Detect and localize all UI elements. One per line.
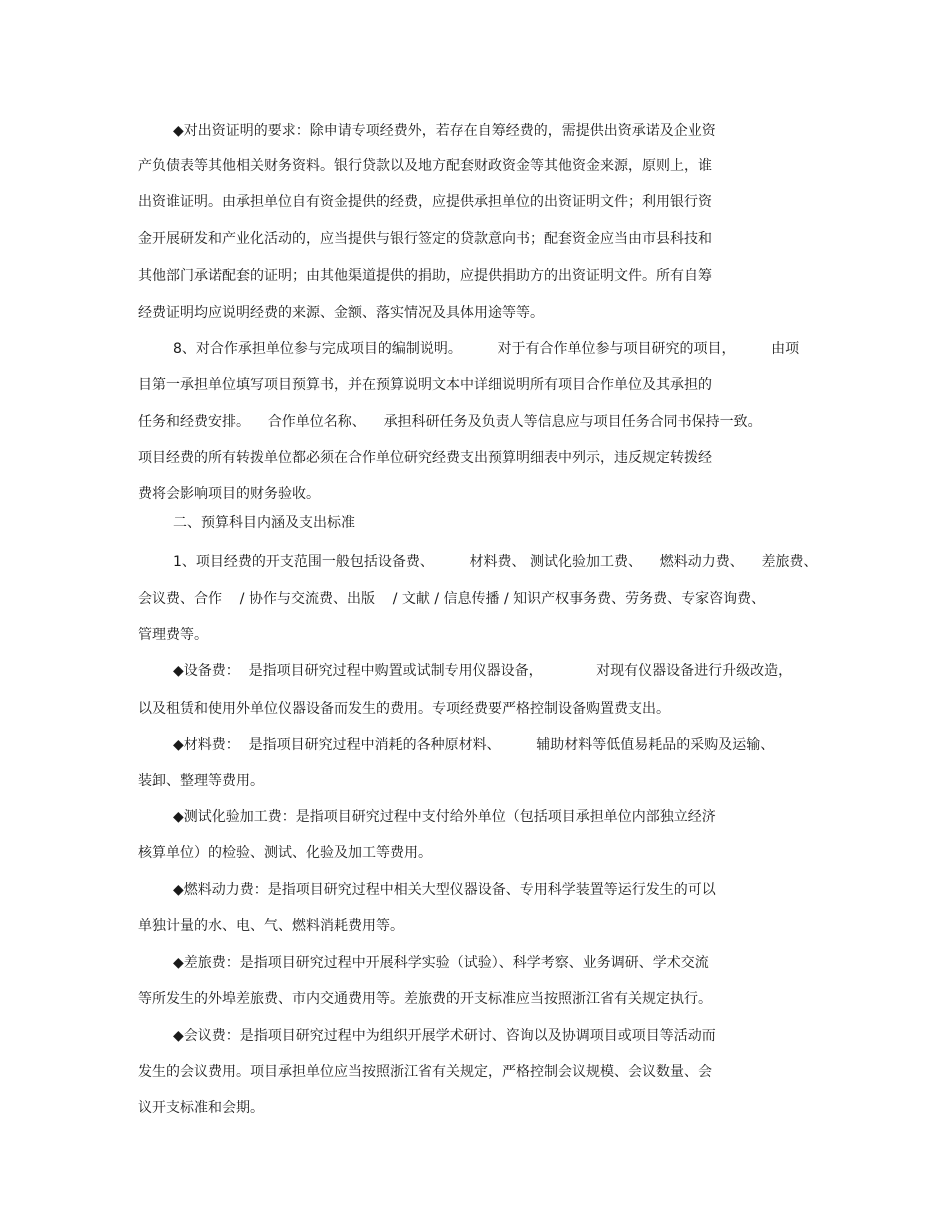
- paragraph-line: ◆测试化验加工费：是指项目研究过程中支付给外单位（包括项目承担单位内部独立经济: [173, 809, 716, 825]
- paragraph-line: 等所发生的外埠差旅费、市内交通费用等。差旅费的开支标准应当按照浙江省有关规定执行。: [138, 991, 712, 1007]
- paragraph-line: 项目经费的所有转拨单位都必须在合作单位研究经费支出预算明细表中列示，违反规定转拨经: [138, 450, 712, 466]
- section-heading: 二、预算科目内涵及支出标准: [173, 515, 355, 531]
- paragraph-line: 会议费、合作 / 协作与交流费、出版 / 文献 / 信息传播 / 知识产权事务费、劳务费、专家咨询费、: [138, 591, 766, 607]
- paragraph-line: ◆燃料动力费：是指项目研究过程中相关大型仪器设备、专用科学装置等运行发生的可以: [173, 882, 716, 898]
- paragraph-line: 核算单位）的检验、测试、化验及加工等费用。: [138, 845, 432, 861]
- paragraph-line: 费将会影响项目的财务验收。: [138, 486, 320, 502]
- paragraph-line: 产负债表等其他相关财务资料。银行贷款以及地方配套财政资金等其他资金来源，原则上，谁: [138, 158, 712, 174]
- paragraph-line: 经费证明均应说明经费的来源、金额、落实情况及具体用途等等。: [138, 305, 544, 321]
- paragraph-line: ◆材料费： 是指项目研究过程中消耗的各种原材料、 辅助材料等低值易耗品的采购及运输、: [173, 737, 775, 753]
- paragraph-line: ◆对出资证明的要求：除申请专项经费外，若存在自筹经费的，需提供出资承诺及企业资: [173, 123, 716, 139]
- paragraph-line: 其他部门承诺配套的证明；由其他渠道提供的捐助，应提供捐助方的出资证明文件。所有自筹: [138, 268, 712, 284]
- paragraph-line: 议开支标准和会期。: [138, 1100, 264, 1116]
- paragraph-line: 目第一承担单位填写项目预算书，并在预算说明文本中详细说明所有项目合作单位及其承担的: [138, 377, 712, 393]
- paragraph-line: 发生的会议费用。项目承担单位应当按照浙江省有关规定，严格控制会议规模、会议数量、会: [138, 1064, 712, 1080]
- paragraph-line: 1、项目经费的开支范围一般包括设备费、 材料费、 测试化验加工费、 燃料动力费、 差旅费、: [173, 554, 818, 570]
- paragraph-line: 金开展研发和产业化活动的，应当提供与银行签定的贷款意向书；配套资金应当由市县科技和: [138, 231, 712, 247]
- paragraph-line: 以及租赁和使用外单位仪器设备而发生的费用。专项经费要严格控制设备购置费支出。: [138, 701, 670, 717]
- paragraph-line: ◆会议费：是指项目研究过程中为组织开展学术研讨、咨询以及协调项目或项目等活动而: [173, 1028, 716, 1044]
- paragraph-line: 装卸、整理等费用。: [138, 773, 264, 789]
- paragraph-line: 单独计量的水、电、气、燃料消耗费用等。: [138, 918, 404, 934]
- paragraph-line: 出资谁证明。由承担单位自有资金提供的经费，应提供承担单位的出资证明文件；利用银行资: [138, 194, 712, 210]
- paragraph-line: 任务和经费安排。 合作单位名称、 承担科研任务及负责人等信息应与项目任务合同书保持一致。: [138, 414, 762, 430]
- paragraph-line: ◆设备费： 是指项目研究过程中购置或试制专用仪器设备， 对现有仪器设备进行升级改造，: [173, 663, 793, 679]
- paragraph-line: 管理费等。: [138, 627, 208, 643]
- paragraph-line: ◆差旅费：是指项目研究过程中开展科学实验（试验）、科学考察、业务调研、学术交流: [173, 955, 709, 971]
- paragraph-line: 8、对合作承担单位参与完成项目的编制说明。 对于有合作单位参与项目研究的项目， 由项: [173, 341, 800, 357]
